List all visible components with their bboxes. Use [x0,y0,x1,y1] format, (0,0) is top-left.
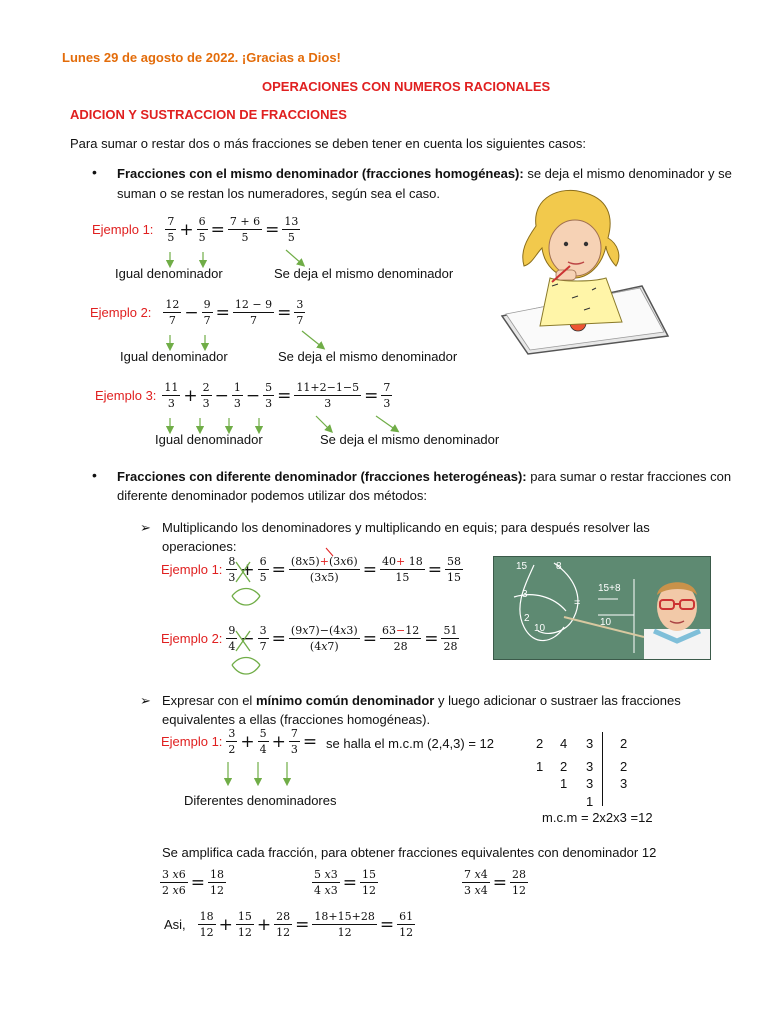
left-note: Igual denominador [155,432,263,447]
fraction: $\frac{2}{3}$ [202,381,210,410]
board-number: 15 [516,561,528,572]
example-homo-2: Ejemplo 2: 12 7 − $\frac{9}{7}$ = $\frac{12 - 9}{7}$ = $\frac{3}{7}$ [90,298,304,327]
operator: + [240,559,255,580]
example-cross-2: Ejemplo 2: 9 4 − $\frac{3}{7}$ = (9𝑥7)−(4𝑥3) (4𝑥7) = $\frac{63-12}{28}$ = $\frac{51}{28}$ [161,624,458,653]
fraction: $\frac{6}{5}$ [198,215,206,244]
board-number: 3 [522,589,528,600]
fraction-result: $\frac{58}{15}$ [446,555,461,584]
fraction: 11 3 [164,381,179,410]
amplification: 3 𝑥6 2 𝑥6 = $\frac{18}{12}$ [162,868,224,897]
method-marker: ➢ [140,520,151,535]
fraction-result: $\frac{3}{7}$ [296,298,304,327]
example-label: Ejemplo 1: [161,734,223,749]
case2-text1: para sumar o restar fracciones con [526,469,732,484]
case2-line2: diferente denominador podemos utilizar dos métodos: [117,488,428,503]
page-title: OPERACIONES CON NUMEROS RACIONALES [262,79,551,94]
board-number: 8 [556,561,562,572]
board-number: 2 [524,613,530,624]
operator: + [179,219,194,240]
left-note: Igual denominador [120,349,228,364]
section-title: ADICION Y SUSTRACCION DE FRACCIONES [70,107,347,122]
board-number: 15+8 [598,583,621,594]
mcd-term: mínimo común denominador [255,693,435,708]
method1-line2: operaciones: [162,539,237,554]
fraction-result: $\frac{61}{12}$ [399,910,414,939]
case2-heading: Fracciones con diferente denominador (fracciones heterogéneas): [117,469,527,484]
fraction: $\frac{5}{3}$ [265,381,273,410]
left-note: Igual denominador [115,266,223,281]
board-equals: = [574,597,581,609]
board-number: 10 [600,617,612,628]
operator: + [240,731,255,752]
fraction-result: $\frac{7}{3}$ [383,381,391,410]
example-homo-3: Ejemplo 3: 11 3 + $\frac{2}{3}$ − $\frac{1}{3}$ − $\frac{5}{3}$ = $\frac{11+2-1-5}{3}$ = $\frac{7}{3}$ [95,381,391,410]
example-label: Ejemplo 1: [92,222,154,237]
method1-line1: Multiplicando los denominadores y multiplicando en equis; para después resolver las [162,520,650,535]
date-line: Lunes 29 de agosto de 2022. ¡Gracias a Dios! [62,50,341,65]
fraction: 7 5 [167,215,175,244]
operator: − [214,385,229,406]
fraction-cross: (9𝑥7)−(4𝑥3) (4𝑥7) [290,624,358,653]
fraction: $\frac{11+2-1-5}{3}$ [296,381,360,410]
operator: − [245,385,261,406]
case1-line2: suman o se restan los numeradores, según sea el caso. [117,186,441,201]
different-denominators-note: Diferentes denominadores [184,793,337,808]
right-note: Se deja el mismo denominador [320,432,500,447]
example-label: Ejemplo 2: [161,631,223,646]
fraction: $\frac{7}{3}$ [290,727,298,756]
fraction-step: $\frac{40+ 18}{15}$ [381,555,423,584]
operator: − [240,628,255,649]
fraction: $\frac{12 - 9}{7}$ [234,298,273,327]
fraction-cross: (8𝑥5)+(3𝑥6) (3𝑥5) [290,555,358,584]
bullet: • [92,467,97,483]
operator: − [184,302,199,323]
method2-line1: Expresar con el mínimo común denominador y luego adicionar o sustraer las fracciones [162,693,681,708]
board-number: 10 [534,623,546,634]
fraction: 3 2 [228,727,236,756]
mcm-result: m.c.m = 2x2x3 =12 [542,810,653,825]
amplification: 7 𝑥4 3 𝑥4 = $\frac{28}{12}$ [464,868,526,897]
case1-heading: Fracciones con el mismo denominador (fracciones homogéneas): [117,166,524,181]
method2-line2: equivalentes a ellas (fracciones homogéneas). [162,712,431,727]
operator: + [183,385,198,406]
operator: + [271,731,286,752]
bullet: • [92,164,97,180]
method-marker: ➢ [140,693,151,708]
fraction-result: $\frac{13}{5}$ [284,215,299,244]
right-note: Se deja el mismo denominador [274,266,454,281]
example-label: Ejemplo 1: [161,562,223,577]
fraction: 12 7 [165,298,180,327]
mcm-table: 2 4 3 1 2 3 1 3 1 2 2 3 [536,736,636,810]
intro-text: Para sumar o restar dos o más fracciones se deben tener en cuenta los siguientes casos: [70,136,586,151]
amplification: 5 𝑥3 4 𝑥3 = $\frac{15}{12}$ [314,868,376,897]
operator: = [302,731,318,752]
example-label: Ejemplo 3: [95,388,157,403]
final-label: Asi, [164,917,186,932]
fraction-step: $\frac{63-12}{28}$ [381,624,420,653]
fraction-result: $\frac{51}{28}$ [443,624,458,653]
example-homo-1: Ejemplo 1: 7 5 + $\frac{6}{5}$ = $\frac{7 + 6}{5}$ = $\frac{13}{5}$ [92,215,299,244]
fraction: $\frac{3}{7}$ [259,624,267,653]
case1-text1: se deja el mismo denominador y se [523,166,732,181]
example-label: Ejemplo 2: [90,305,152,320]
fraction: $\frac{7 + 6}{5}$ [229,215,261,244]
fraction: $\frac{5}{4}$ [259,727,267,756]
fraction: $\frac{6}{5}$ [259,555,267,584]
mcm-text: se halla el m.c.m (2,4,3) = 12 [326,736,494,751]
fraction: 8 3 [228,555,236,584]
final-sum: Asi, 18 12 + $\frac{15}{12}$ + $\frac{28}{12}$ = $\frac{18+15+28}{12}$ = $\frac{61}{12}$ [164,910,414,939]
fraction: 9 4 [228,624,236,653]
amplify-text: Se amplifica cada fracción, para obtener fracciones equivalentes con denominador 12 [162,845,657,860]
fraction: $\frac{1}{3}$ [233,381,241,410]
fraction: $\frac{9}{7}$ [203,298,211,327]
right-note: Se deja el mismo denominador [278,349,458,364]
example-cross-1: Ejemplo 1: 8 3 + $\frac{6}{5}$ = (8𝑥5)+(3𝑥6) (3𝑥5) = $\frac{40+ 18}{15}$ = $\frac{58}{15}$ [161,555,461,584]
